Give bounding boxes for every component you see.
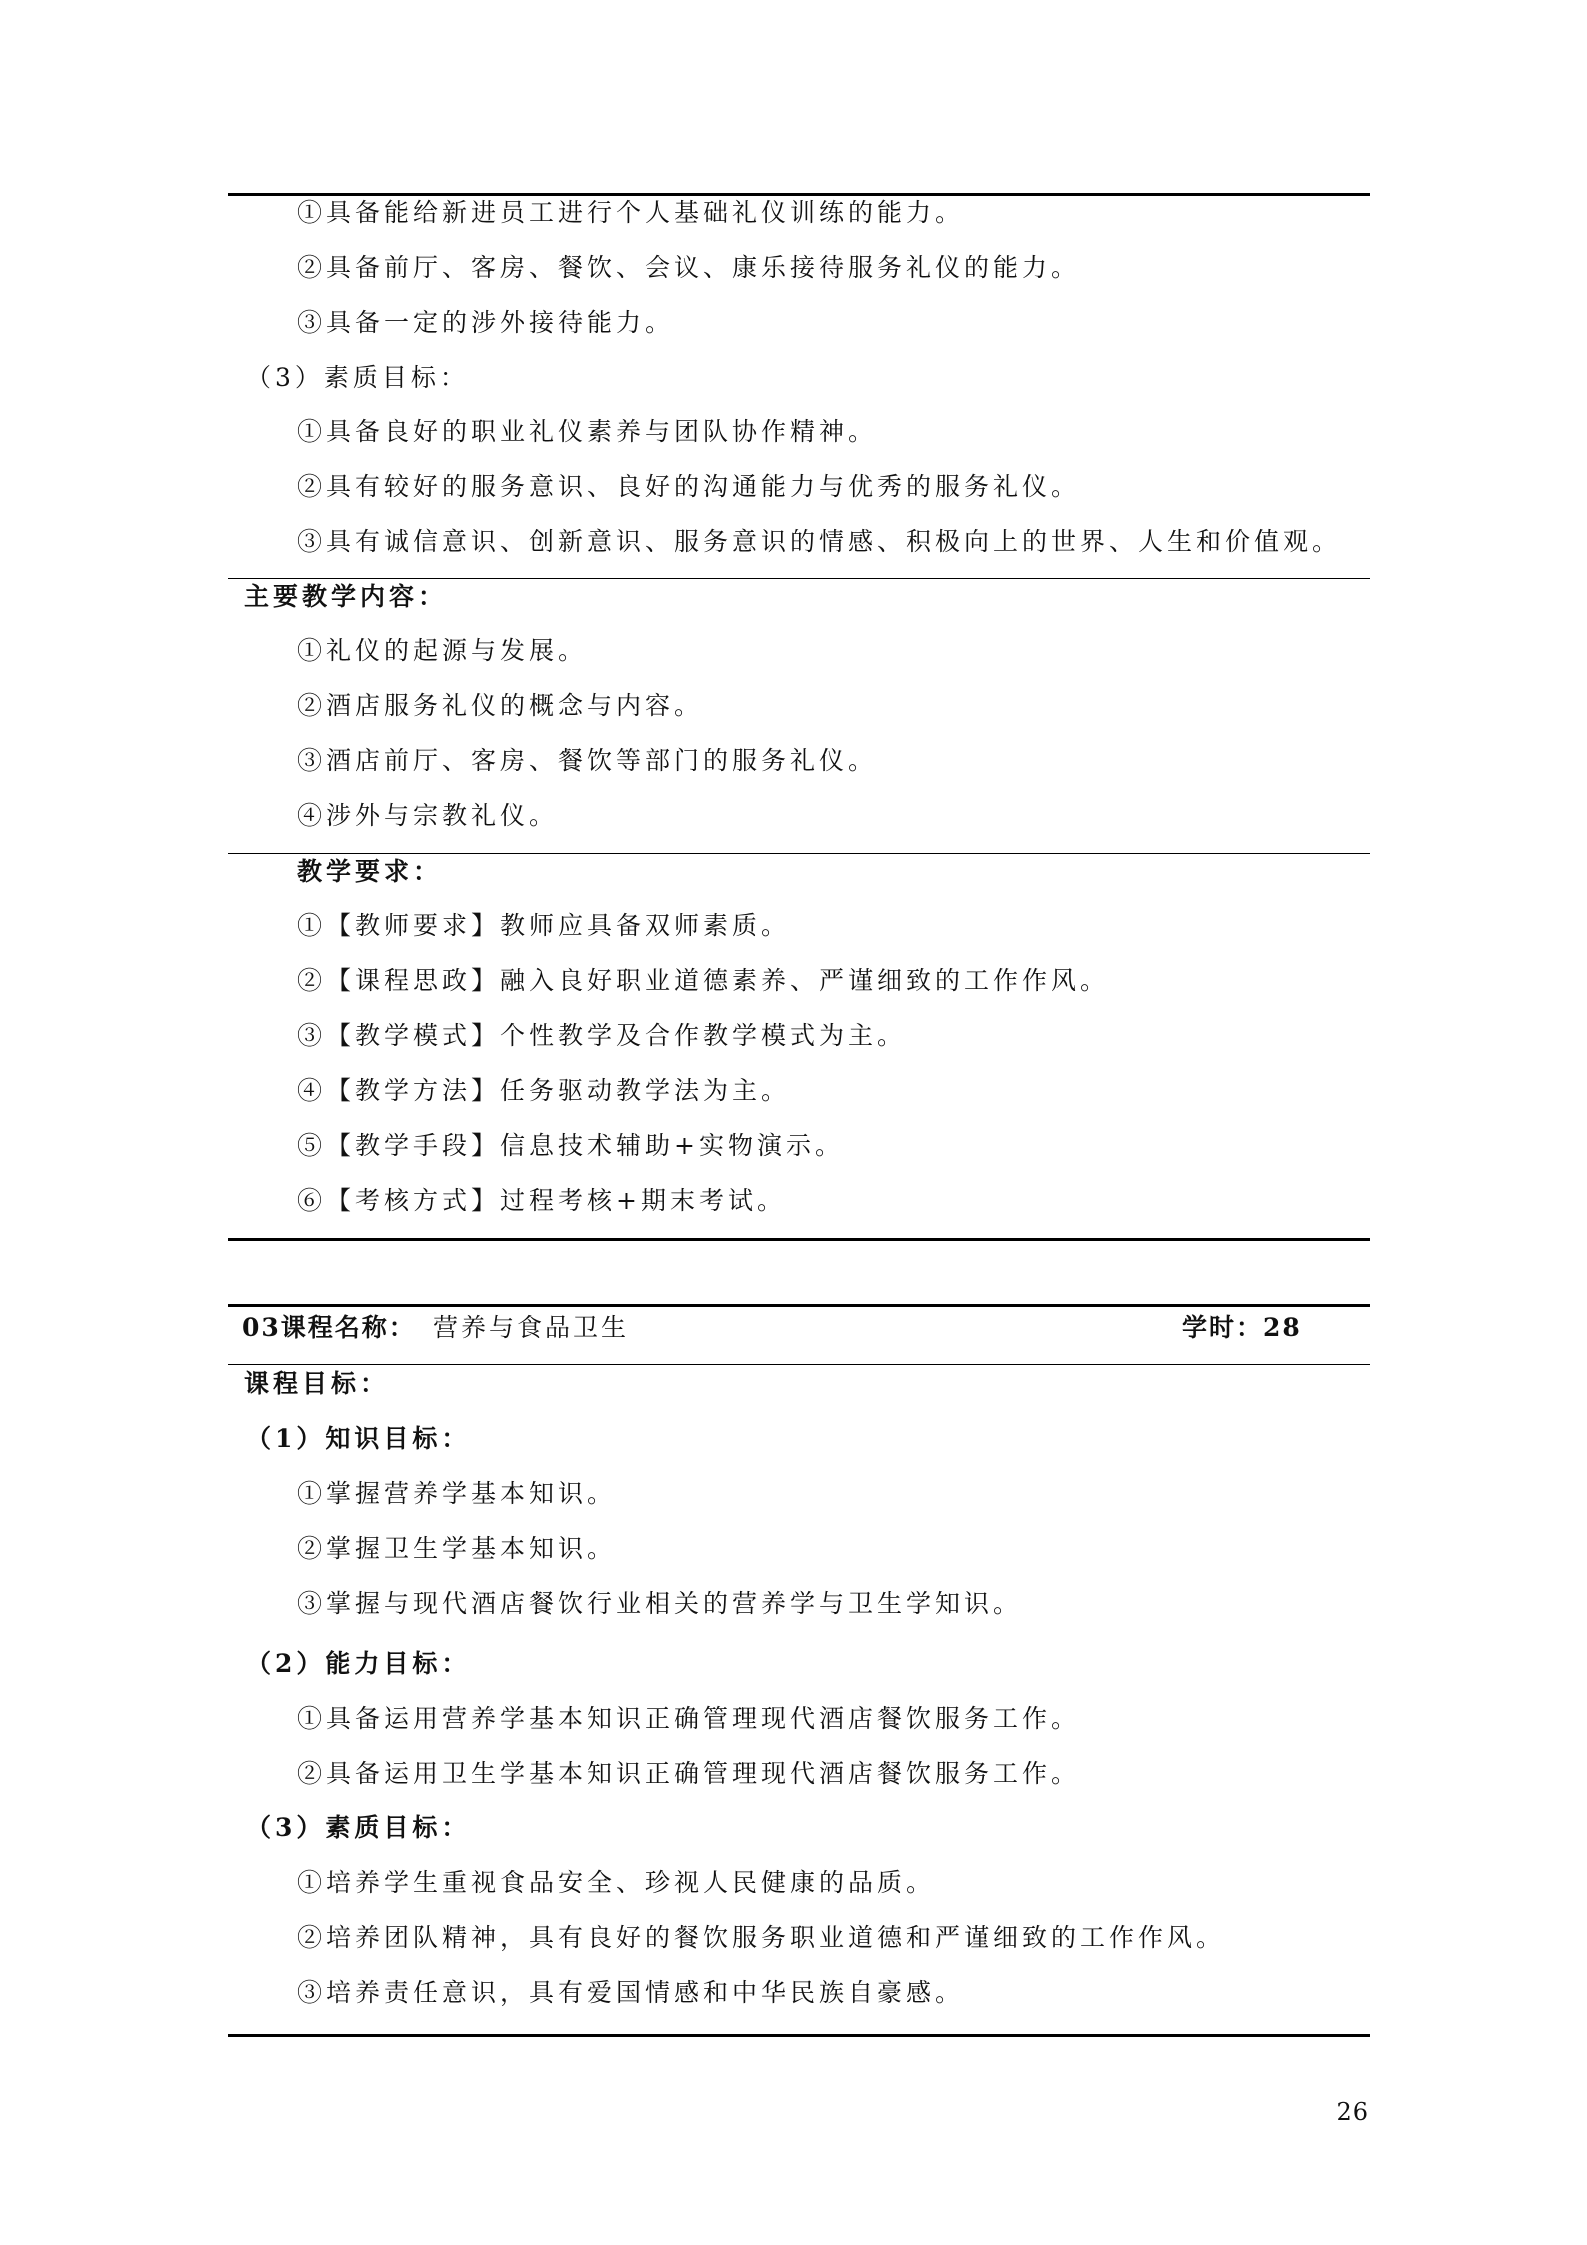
- requirement-item-5: ⑤【教学手段】信息技术辅助+实物演示。: [297, 1131, 844, 1160]
- course03-knowledge-item-3: ③掌握与现代酒店餐饮行业相关的营养学与卫生学知识。: [297, 1589, 1023, 1618]
- course03-quality-item-3: ③培养责任意识，具有爱国情感和中华民族自豪感。: [297, 1978, 965, 2007]
- table-bottom-rule: [228, 1238, 1370, 1241]
- requirement-item-1: ①【教师要求】教师应具备双师素质。: [297, 911, 791, 940]
- content-item-3: ③酒店前厅、客房、餐饮等部门的服务礼仪。: [297, 746, 878, 775]
- requirement-item-3: ③【教学模式】个性教学及合作教学模式为主。: [297, 1021, 907, 1050]
- content-divider: [228, 578, 1370, 579]
- content-item-1: ①礼仪的起源与发展。: [297, 636, 588, 665]
- ability-item-2: ②具备前厅、客房、餐饮、会议、康乐接待服务礼仪的能力。: [297, 253, 1081, 282]
- ability-item-3: ③具备一定的涉外接待能力。: [297, 308, 675, 337]
- course03-top-rule: [228, 1304, 1370, 1307]
- content-item-2: ②酒店服务礼仪的概念与内容。: [297, 691, 704, 720]
- requirement-item-4: ④【教学方法】任务驱动教学法为主。: [297, 1076, 791, 1105]
- requirement-item-2: ②【课程思政】融入良好职业道德素养、严谨细致的工作作风。: [297, 966, 1110, 995]
- course03-ability-item-2: ②具备运用卫生学基本知识正确管理现代酒店餐饮服务工作。: [297, 1759, 1081, 1788]
- requirements-divider: [228, 853, 1370, 854]
- course03-quality-item-2: ②培养团队精神，具有良好的餐饮服务职业道德和严谨细致的工作作风。: [297, 1923, 1226, 1952]
- ability-item-1: ①具备能给新进员工进行个人基础礼仪训练的能力。: [297, 198, 965, 227]
- course03-quality-heading: （3）素质目标：: [246, 1813, 471, 1842]
- course03-ability-item-1: ①具备运用营养学基本知识正确管理现代酒店餐饮服务工作。: [297, 1704, 1081, 1733]
- quality-item-3: ③具有诚信意识、创新意识、服务意识的情感、积极向上的世界、人生和价值观。: [297, 527, 1342, 556]
- course03-header-divider: [228, 1364, 1370, 1365]
- course03-hours: 学时：28: [1182, 1313, 1302, 1342]
- course03-ability-heading: （2）能力目标：: [246, 1649, 471, 1678]
- quality-item-2: ②具有较好的服务意识、良好的沟通能力与优秀的服务礼仪。: [297, 472, 1081, 501]
- content-heading: 主要教学内容：: [244, 582, 448, 611]
- quality-item-1: ①具备良好的职业礼仪素养与团队协作精神。: [297, 417, 878, 446]
- course03-quality-item-1: ①培养学生重视食品安全、珍视人民健康的品质。: [297, 1868, 936, 1897]
- requirement-item-6: ⑥【考核方式】过程考核+期末考试。: [297, 1186, 786, 1215]
- course03-bottom-rule: [228, 2034, 1370, 2037]
- course03-knowledge-item-1: ①掌握营养学基本知识。: [297, 1479, 617, 1508]
- page-number: 26: [1336, 2098, 1369, 2126]
- course03-label: 03课程名称：: [242, 1313, 416, 1342]
- course03-goals-heading: 课程目标：: [244, 1369, 390, 1398]
- content-item-4: ④涉外与宗教礼仪。: [297, 801, 559, 830]
- requirements-heading: 教学要求：: [297, 857, 443, 886]
- quality-heading: （3）素质目标：: [246, 363, 469, 392]
- course03-header-row: [228, 1308, 1370, 1348]
- course03-knowledge-item-2: ②掌握卫生学基本知识。: [297, 1534, 617, 1563]
- course03-name: 营养与食品卫生: [433, 1313, 630, 1342]
- course03-knowledge-heading: （1）知识目标：: [246, 1424, 471, 1453]
